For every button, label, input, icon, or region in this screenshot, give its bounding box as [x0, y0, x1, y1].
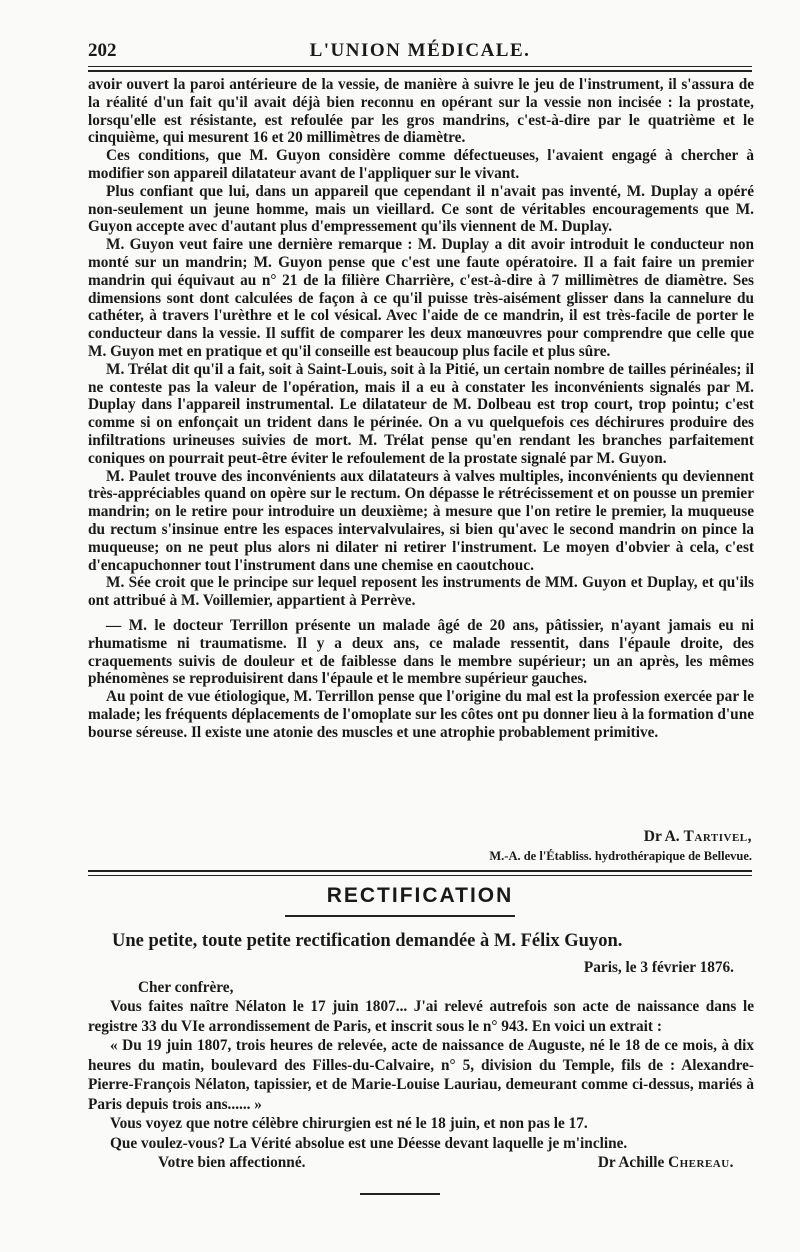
letter-paragraph: Vous voyez que notre célèbre chirurgien est né le 18 juin, et non pas le 17.	[110, 1115, 588, 1132]
letter-paragraph: « Du 19 juin 1807, trois heures de relevée, acte de naissance de Auguste, né le 18 de ce mois, à dix heures du matin, boulevard des Filles-du-Calvaire, n° 5, division du Temple, fils de : Alexandre-Pierre-François Nélaton, tapissier, et de Marie-Louise Lauriau, demeurant comme ci-dessus, mariés à Paris depuis trois ans...... »	[88, 1037, 754, 1113]
paragraph: M. Guyon veut faire une dernière remarque : M. Duplay a dit avoir introduit le conducteur non monté sur un mandrin; M. Guyon pense que c'est une faute opératoire. Il a fait faire un premier mandrin qui équivaut au n° 21 de la filière Charrière, c'est-à-dire à 7 millimètres de diamètre. Ses dimensions sont dont calculées de façon à ce qu'il puisse très-aisément glisser dans la cannelure du cathéter, à travers l'urèthre et le col vésical. Avec l'aide de ce mandrin, il est très-facile de porter le conducteur dans la vessie. Il suffit de comparer les deux manœuvres pour comprendre que celle que M. Guyon met en pratique et qu'il conseille est beaucoup plus facile et plus sûre.	[88, 236, 754, 360]
signature-name: Tartivel,	[683, 828, 752, 845]
letter-closing: Votre bien affectionné.	[158, 1154, 306, 1171]
title-underline	[285, 915, 515, 917]
section-rule-bottom	[88, 875, 752, 876]
end-rule	[360, 1193, 440, 1195]
letter-salutation: Cher confrère,	[138, 978, 234, 996]
section-title: RECTIFICATION	[326, 884, 514, 907]
letter-signature-name: Chereau.	[668, 1154, 734, 1171]
letter-closing-line	[88, 1153, 754, 1173]
paragraph: — M. le docteur Terrillon présente un malade âgé de 20 ans, pâtissier, n'ayant jamais eu ni rhumatisme ni traumatisme. Il y a deux ans, ce malade ressentit, dans l'épaule droite, des craquements suivis de douleur et de faiblesse dans le membre supérieur; un an après, les mêmes phénomènes se reproduisirent dans l'épaule et le membre supérieur gauches.	[88, 616, 754, 688]
author-signature	[644, 828, 752, 846]
journal-title: L'UNION MÉDICALE.	[309, 40, 531, 61]
header-rule-bottom	[88, 70, 752, 72]
paragraph: avoir ouvert la paroi antérieure de la vessie, de manière à suivre le jeu de l'instrument, il s'assura de la réalité d'un fait qu'il avait déjà bien reconnu en opérant sur la vessie non incisée : la prostate, lorsqu'elle est résistante, est refoulée par les gros mandrins, c'est-à-dire par le quatrième et le cinquième, qui mesurent 16 et 20 millimètres de diamètre.	[88, 76, 754, 147]
paragraph: Plus confiant que lui, dans un appareil que cependant il n'avait pas inventé, M. Duplay a opéré non-seulement un jeune homme, mais un vieillard. Ce sont de véritables encouragements que M. Guyon accepte avec d'autant plus d'empressement qu'ils viennent de M. Duplay.	[88, 182, 754, 236]
section-subtitle: Une petite, toute petite rectification demandée à M. Félix Guyon.	[112, 931, 623, 951]
article-body	[88, 76, 754, 741]
paragraph: Ces conditions, que M. Guyon considère comme défectueuses, l'avaient engagé à chercher à modifier son appareil dilatateur avant de l'appliquer sur le vivant.	[88, 147, 754, 182]
running-header	[88, 36, 752, 66]
paragraph: Au point de vue étiologique, M. Terrillon pense que l'origine du mal est la profession exercée par le malade; les fréquents déplacements de l'omoplate sur les côtes ont pu donner lieu à la formation d'une bourse séreuse. Il existe une atonie des muscles et une atrophie probablement primitive.	[88, 688, 754, 741]
paragraph: M. Sée croit que le principe sur lequel reposent les instruments de MM. Guyon et Duplay, et qu'ils ont attribué à M. Voillemier, appartient à Perrève.	[88, 574, 754, 610]
letter-signature-prefix: Dr Achille	[597, 1154, 669, 1171]
letter-paragraph: Vous faites naître Nélaton le 17 juin 1807... J'ai relevé autrefois son acte de naissance dans le registre 33 du VIe arrondissement de Paris, et inscrit sous le n° 943. En voici un extrait :	[88, 998, 754, 1035]
page-number: 202	[88, 40, 117, 61]
paragraph: M. Trélat dit qu'il a fait, soit à Saint-Louis, soit à la Pitié, un certain nombre de tailles périnéales; il ne conteste pas la valeur de l'opération, mais il a eu à constater les inconvénients signalés par M. Duplay dans l'appareil instrumental. Le dilatateur de M. Dolbeau est trop court, trop pointu; c'est comme si on enfonçait un trident dans le périnée. On a vu quelquefois ces déchirures produire des infiltrations urineuses suivies de mort. M. Trélat pense qu'en rendant les branches parfaitement coniques on pourrait peut-être éviter le refoulement de la prostate signalé par M. Guyon.	[88, 360, 754, 467]
header-rule-top	[88, 66, 752, 67]
letter-place-date: Paris, le 3 février 1876.	[583, 959, 734, 976]
signature-prefix: Dr A.	[643, 828, 684, 845]
paragraph-gap	[88, 610, 754, 617]
author-institution: M.-A. de l'Établiss. hydrothérapique de Bellevue.	[489, 849, 752, 863]
letter-body	[88, 958, 754, 1173]
letter-signature	[598, 1153, 734, 1173]
section-rule-top	[88, 870, 752, 872]
letter-paragraph: Que voulez-vous? La Vérité absolue est une Déesse devant laquelle je m'incline.	[110, 1134, 628, 1152]
paragraph: M. Paulet trouve des inconvénients aux dilatateurs à valves multiples, inconvénients qu deviennent très-appréciables quand on opère sur le rectum. On dépasse le rétrécissement et on pousse un premier mandrin; on le retire pour introduire un deuxième; à mesure que l'on retire le premier, la muqueuse du rectum s'insinue entre les espaces intervalvulaires, si bien qu'avec le second mandrin on pince la muqueuse; on ne peut plus alors ni dilater ni retirer l'instrument. Le moyen d'obvier à cela, c'est d'encapuchonner tout l'instrument dans une chemise en caoutchouc.	[88, 467, 754, 574]
